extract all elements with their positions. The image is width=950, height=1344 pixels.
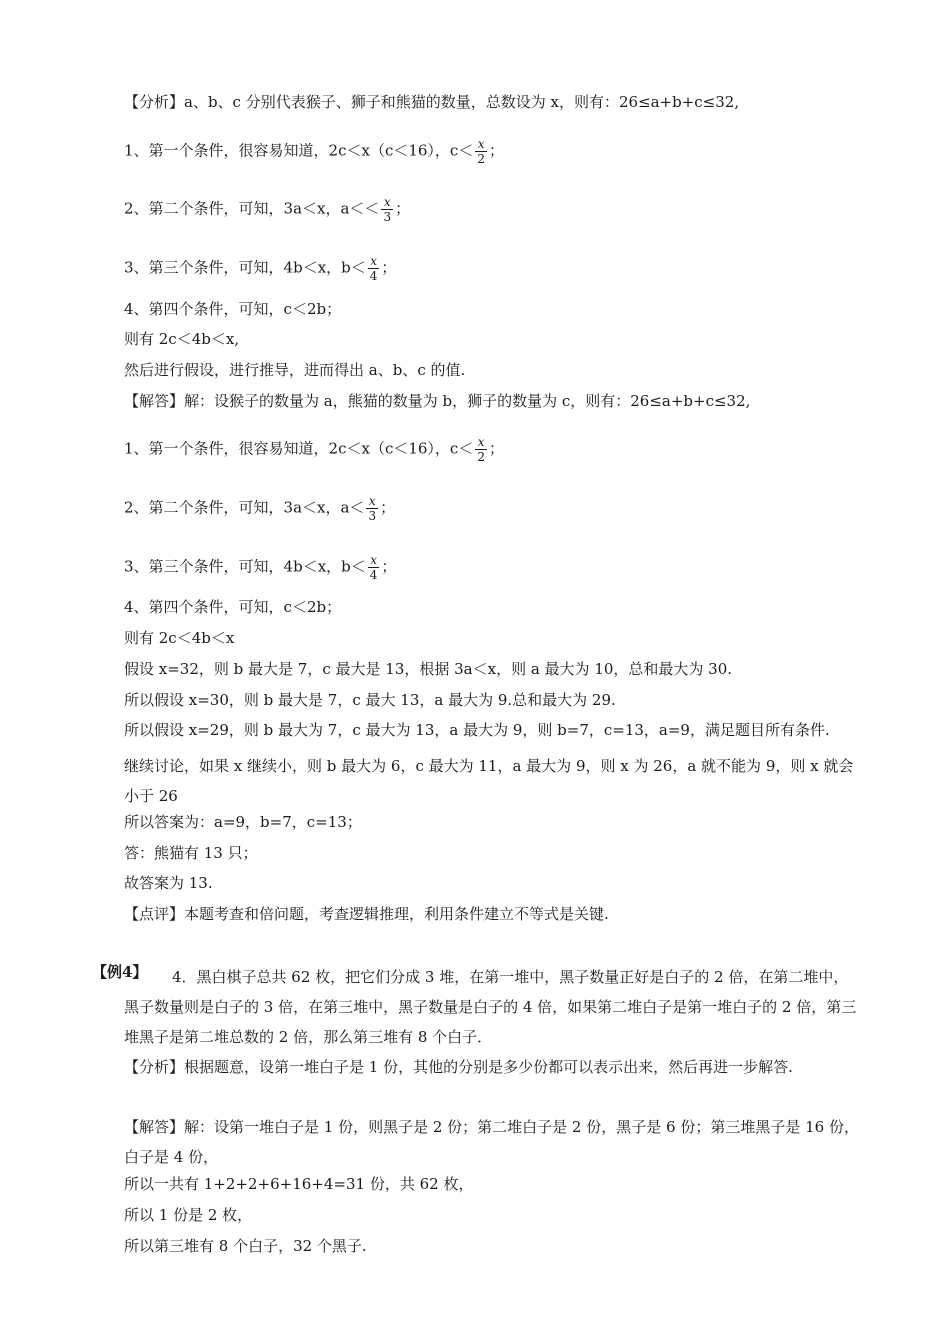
solution-condition-4: 4、第四个条件，可知，c＜2b；	[124, 598, 342, 616]
solution-answer-values: 所以答案为：a=9，b=7，c=13；	[124, 813, 362, 831]
fraction-denominator: 4	[369, 568, 378, 582]
fraction-x-over-3	[381, 195, 393, 224]
fraction-x-over-2	[475, 137, 487, 166]
example-4-share: 所以 1 份是 2 枚，	[124, 1206, 253, 1224]
fraction-numerator: x	[368, 494, 376, 508]
condition-text: 3、第三个条件，可知，4b＜x，b＜	[124, 557, 366, 576]
fraction-numerator: x	[477, 435, 485, 449]
fraction-denominator: 2	[477, 450, 485, 464]
example-4-final: 所以第三堆有 8 个白子，32 个黑子.	[124, 1237, 367, 1255]
fraction-x-over-2	[475, 435, 487, 464]
solution-line-x29: 所以假设 x=29，则 b 最大为 7，c 最大为 13，a 最大为 9，则 b=7，c=13，a=9，满足题目所有条件.	[124, 721, 830, 739]
analysis-condition-3	[124, 254, 396, 283]
solution-condition-1	[124, 435, 504, 464]
condition-tail: ；	[488, 141, 504, 160]
condition-tail: ；	[488, 439, 504, 458]
fraction-denominator: 4	[369, 269, 378, 283]
fraction-denominator: 3	[368, 509, 377, 523]
condition-tail: ；	[381, 557, 397, 576]
comment: 【点评】本题考查和倍问题，考查逻辑推理，利用条件建立不等式是关键.	[124, 905, 609, 923]
example-4-label: 【例4】	[92, 963, 148, 981]
solution-then: 则有 2c＜4b＜x	[124, 629, 235, 647]
example-4-problem: 4．黑白棋子总共 62 枚，把它们分成 3 堆，在第一堆中，黑子数量正好是白子的 2 倍，在第二堆中，黑子数量则是白子的 3 倍，在第三堆中，黑子数量是白子的 4 倍，如果第二堆白子是第一堆白子的 2 倍，第三堆黑子是第二堆总数的 2 倍，那么第三堆有 8 个白子．	[124, 968, 857, 1046]
condition-text: 2、第二个条件，可知，3a＜x，a＜	[124, 498, 365, 517]
analysis-then: 则有 2c＜4b＜x,	[124, 330, 240, 348]
fraction-denominator: 2	[477, 152, 485, 166]
fraction-numerator: x	[370, 254, 377, 268]
analysis-intro: 【分析】a、b、c 分别代表猴子、狮子和熊猫的数量，总数设为 x，则有：26≤a+b+c≤32,	[124, 93, 740, 111]
analysis-condition-2	[124, 195, 410, 224]
condition-tail: ；	[381, 258, 397, 277]
solution-condition-2	[124, 494, 395, 523]
solution-line-x32: 假设 x=32，则 b 最大是 7，c 最大是 13，根据 3a＜x，则 a 最大为 10，总和最大为 30.	[124, 660, 733, 678]
solution-intro: 【解答】解：设猴子的数量为 a，熊猫的数量为 b，狮子的数量为 c，则有：26≤a+b+c≤32,	[124, 392, 751, 410]
example-4-total: 所以一共有 1+2+2+6+16+4=31 份，共 62 枚，	[124, 1175, 474, 1193]
analysis-assume: 然后进行假设，进行推导，进而得出 a、b、c 的值.	[124, 361, 466, 379]
analysis-condition-4: 4、第四个条件，可知，c＜2b；	[124, 300, 342, 318]
fraction-numerator: x	[370, 553, 377, 567]
condition-text: 1、第一个条件，很容易知道，2c＜x（c＜16），c＜	[124, 439, 474, 458]
condition-tail: ；	[395, 199, 411, 218]
solution-final-answer: 故答案为 13.	[124, 874, 213, 892]
fraction-numerator: x	[383, 195, 391, 209]
fraction-x-over-4	[368, 254, 380, 283]
fraction-x-over-4	[368, 553, 380, 582]
solution-line-x30: 所以假设 x=30，则 b 最大是 7，c 最大 13，a 最大为 9.总和最大为 29.	[124, 691, 616, 709]
condition-text: 3、第三个条件，可知，4b＜x，b＜	[124, 258, 366, 277]
analysis-condition-1	[124, 137, 504, 166]
condition-text: 2、第二个条件，可知，3a＜x，a＜＜	[124, 199, 380, 218]
fraction-denominator: 3	[383, 210, 392, 224]
example-4-analysis: 【分析】根据题意，设第一堆白子是 1 份，其他的分别是多少份都可以表示出来，然后再进一步解答.	[124, 1058, 793, 1076]
fraction-x-over-3	[366, 494, 378, 523]
condition-text: 1、第一个条件，很容易知道，2c＜x（c＜16），c＜	[124, 141, 474, 160]
condition-tail: ；	[380, 498, 396, 517]
example-4-solution: 【解答】解：设第一堆白子是 1 份，则黑子是 2 份；第二堆白子是 2 份，黑子是 6 份；第三堆黑子是 16 份，白子是 4 份，	[124, 1118, 859, 1166]
solution-condition-3	[124, 553, 396, 582]
solution-answer: 答：熊猫有 13 只；	[124, 844, 258, 862]
solution-line-discuss: 继续讨论，如果 x 继续小，则 b 最大为 6，c 最大为 11，a 最大为 9，则 x 为 26，a 就不能为 9，则 x 就会小于 26	[124, 757, 854, 805]
fraction-numerator: x	[477, 137, 485, 151]
